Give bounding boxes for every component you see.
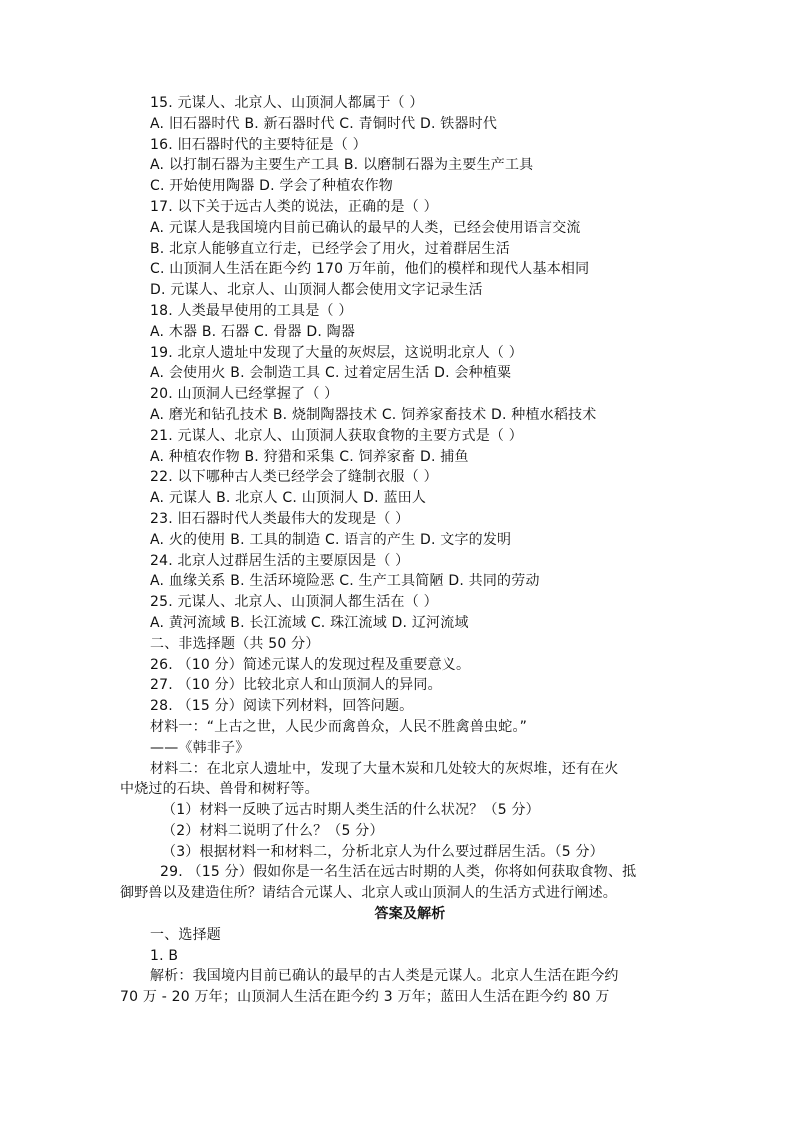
- question-18-options: A. 木器 B. 石器 C. 骨器 D. 陶器: [150, 323, 356, 340]
- question-17-option-b: B. 北京人能够直立行走，已经学会了用火，过着群居生活: [150, 240, 510, 257]
- question-17: 17. 以下关于远古人类的说法，正确的是（ ）: [150, 198, 438, 215]
- question-22-options: A. 元谋人 B. 北京人 C. 山顶洞人 D. 蓝田人: [150, 490, 427, 507]
- question-17-option-c: C. 山顶洞人生活在距今约 170 万年前，他们的模样和现代人基本相同: [150, 261, 590, 278]
- question-28-part-2: （2）材料二说明了什么？（5 分）: [162, 822, 384, 839]
- question-24: 24. 北京人过群居生活的主要原因是（ ）: [150, 552, 410, 569]
- question-23-options: A. 火的使用 B. 工具的制造 C. 语言的产生 D. 文字的发明: [150, 531, 512, 548]
- question-16-options-ab: A. 以打制石器为主要生产工具 B. 以磨制石器为主要生产工具: [150, 157, 534, 174]
- document-body: [120, 93, 670, 1008]
- question-15: 15. 元谋人、北京人、山顶洞人都属于（ ）: [150, 95, 424, 111]
- question-25-options: A. 黄河流域 B. 长江流域 C. 珠江流域 D. 辽河流域: [150, 614, 469, 631]
- material-two-line-2: 中烧过的石块、兽骨和树籽等。: [120, 781, 319, 798]
- question-15-options: A. 旧石器时代 B. 新石器时代 C. 青铜时代 D. 铁器时代: [150, 115, 498, 132]
- question-24-options: A. 血缘关系 B. 生活环境险恶 C. 生产工具简陋 D. 共同的劳动: [150, 573, 540, 590]
- material-one-source: ——《韩非子》: [150, 739, 250, 756]
- answer-1-explanation-line-2: 70 万 - 20 万年；山顶洞人生活在距今约 3 万年；蓝田人生活在距今约 80 万: [120, 989, 610, 1006]
- question-16: 16. 旧石器时代的主要特征是（ ）: [150, 136, 367, 153]
- question-21-options: A. 种植农作物 B. 狩猎和采集 C. 饲养家畜 D. 捕鱼: [150, 448, 469, 465]
- question-29-line-2: 御野兽以及建造住所？请结合元谋人、北京人或山顶洞人的生活方式进行阐述。: [120, 885, 617, 902]
- question-19: 19. 北京人遗址中发现了大量的灰烬层，这说明北京人（ ）: [150, 344, 523, 361]
- question-28-part-1: （1）材料一反映了远古时期人类生活的什么状况？（5 分）: [162, 802, 540, 819]
- question-28-part-3: （3）根据材料一和材料二，分析北京人为什么要过群居生活。（5 分）: [162, 843, 604, 860]
- question-20: 20. 山顶洞人已经掌握了（ ）: [150, 386, 339, 403]
- answer-1-explanation-line-1: 解析：我国境内目前已确认的最早的古人类是元谋人。北京人生活在距今约: [150, 968, 619, 985]
- question-27: 27. （10 分）比较北京人和山顶洞人的异同。: [150, 677, 442, 694]
- question-18: 18. 人类最早使用的工具是（ ）: [150, 302, 353, 319]
- answers-heading: 答案及解析: [374, 906, 446, 923]
- question-16-options-cd: C. 开始使用陶器 D. 学会了种植农作物: [150, 178, 394, 195]
- answer-1: 1. B: [150, 947, 179, 964]
- question-26: 26. （10 分）简述元谋人的发现过程及重要意义。: [150, 656, 471, 673]
- section-heading-non-choice: 二、非选择题（共 50 分）: [150, 635, 320, 652]
- question-28: 28. （15 分）阅读下列材料，回答问题。: [150, 698, 414, 715]
- question-20-options: A. 磨光和钻孔技术 B. 烧制陶器技术 C. 饲养家畜技术 D. 种植水稻技术: [150, 406, 597, 423]
- question-17-option-d: D. 元谋人、北京人、山顶洞人都会使用文字记录生活: [150, 282, 483, 299]
- question-25: 25. 元谋人、北京人、山顶洞人都生活在（ ）: [150, 594, 438, 611]
- question-17-option-a: A. 元谋人是我国境内目前已确认的最早的人类，已经会使用语言交流: [150, 219, 581, 236]
- question-29-line-1: 29. （15 分）假如你是一名生活在远古时期的人类，你将如何获取食物、抵: [160, 864, 637, 881]
- question-23: 23. 旧石器时代人类最伟大的发现是（ ）: [150, 510, 410, 527]
- question-21: 21. 元谋人、北京人、山顶洞人获取食物的主要方式是（ ）: [150, 427, 523, 444]
- material-one: 材料一：“上古之世，人民少而禽兽众，人民不胜禽兽虫蛇。”: [150, 718, 528, 735]
- question-22: 22. 以下哪种古人类已经学会了缝制衣服（ ）: [150, 469, 438, 486]
- question-19-options: A. 会使用火 B. 会制造工具 C. 过着定居生活 D. 会种植粟: [150, 365, 512, 382]
- material-two-line-1: 材料二：在北京人遗址中，发现了大量木炭和几处较大的灰烬堆，还有在火: [150, 760, 619, 777]
- answers-section-choice: 一、选择题: [150, 926, 221, 943]
